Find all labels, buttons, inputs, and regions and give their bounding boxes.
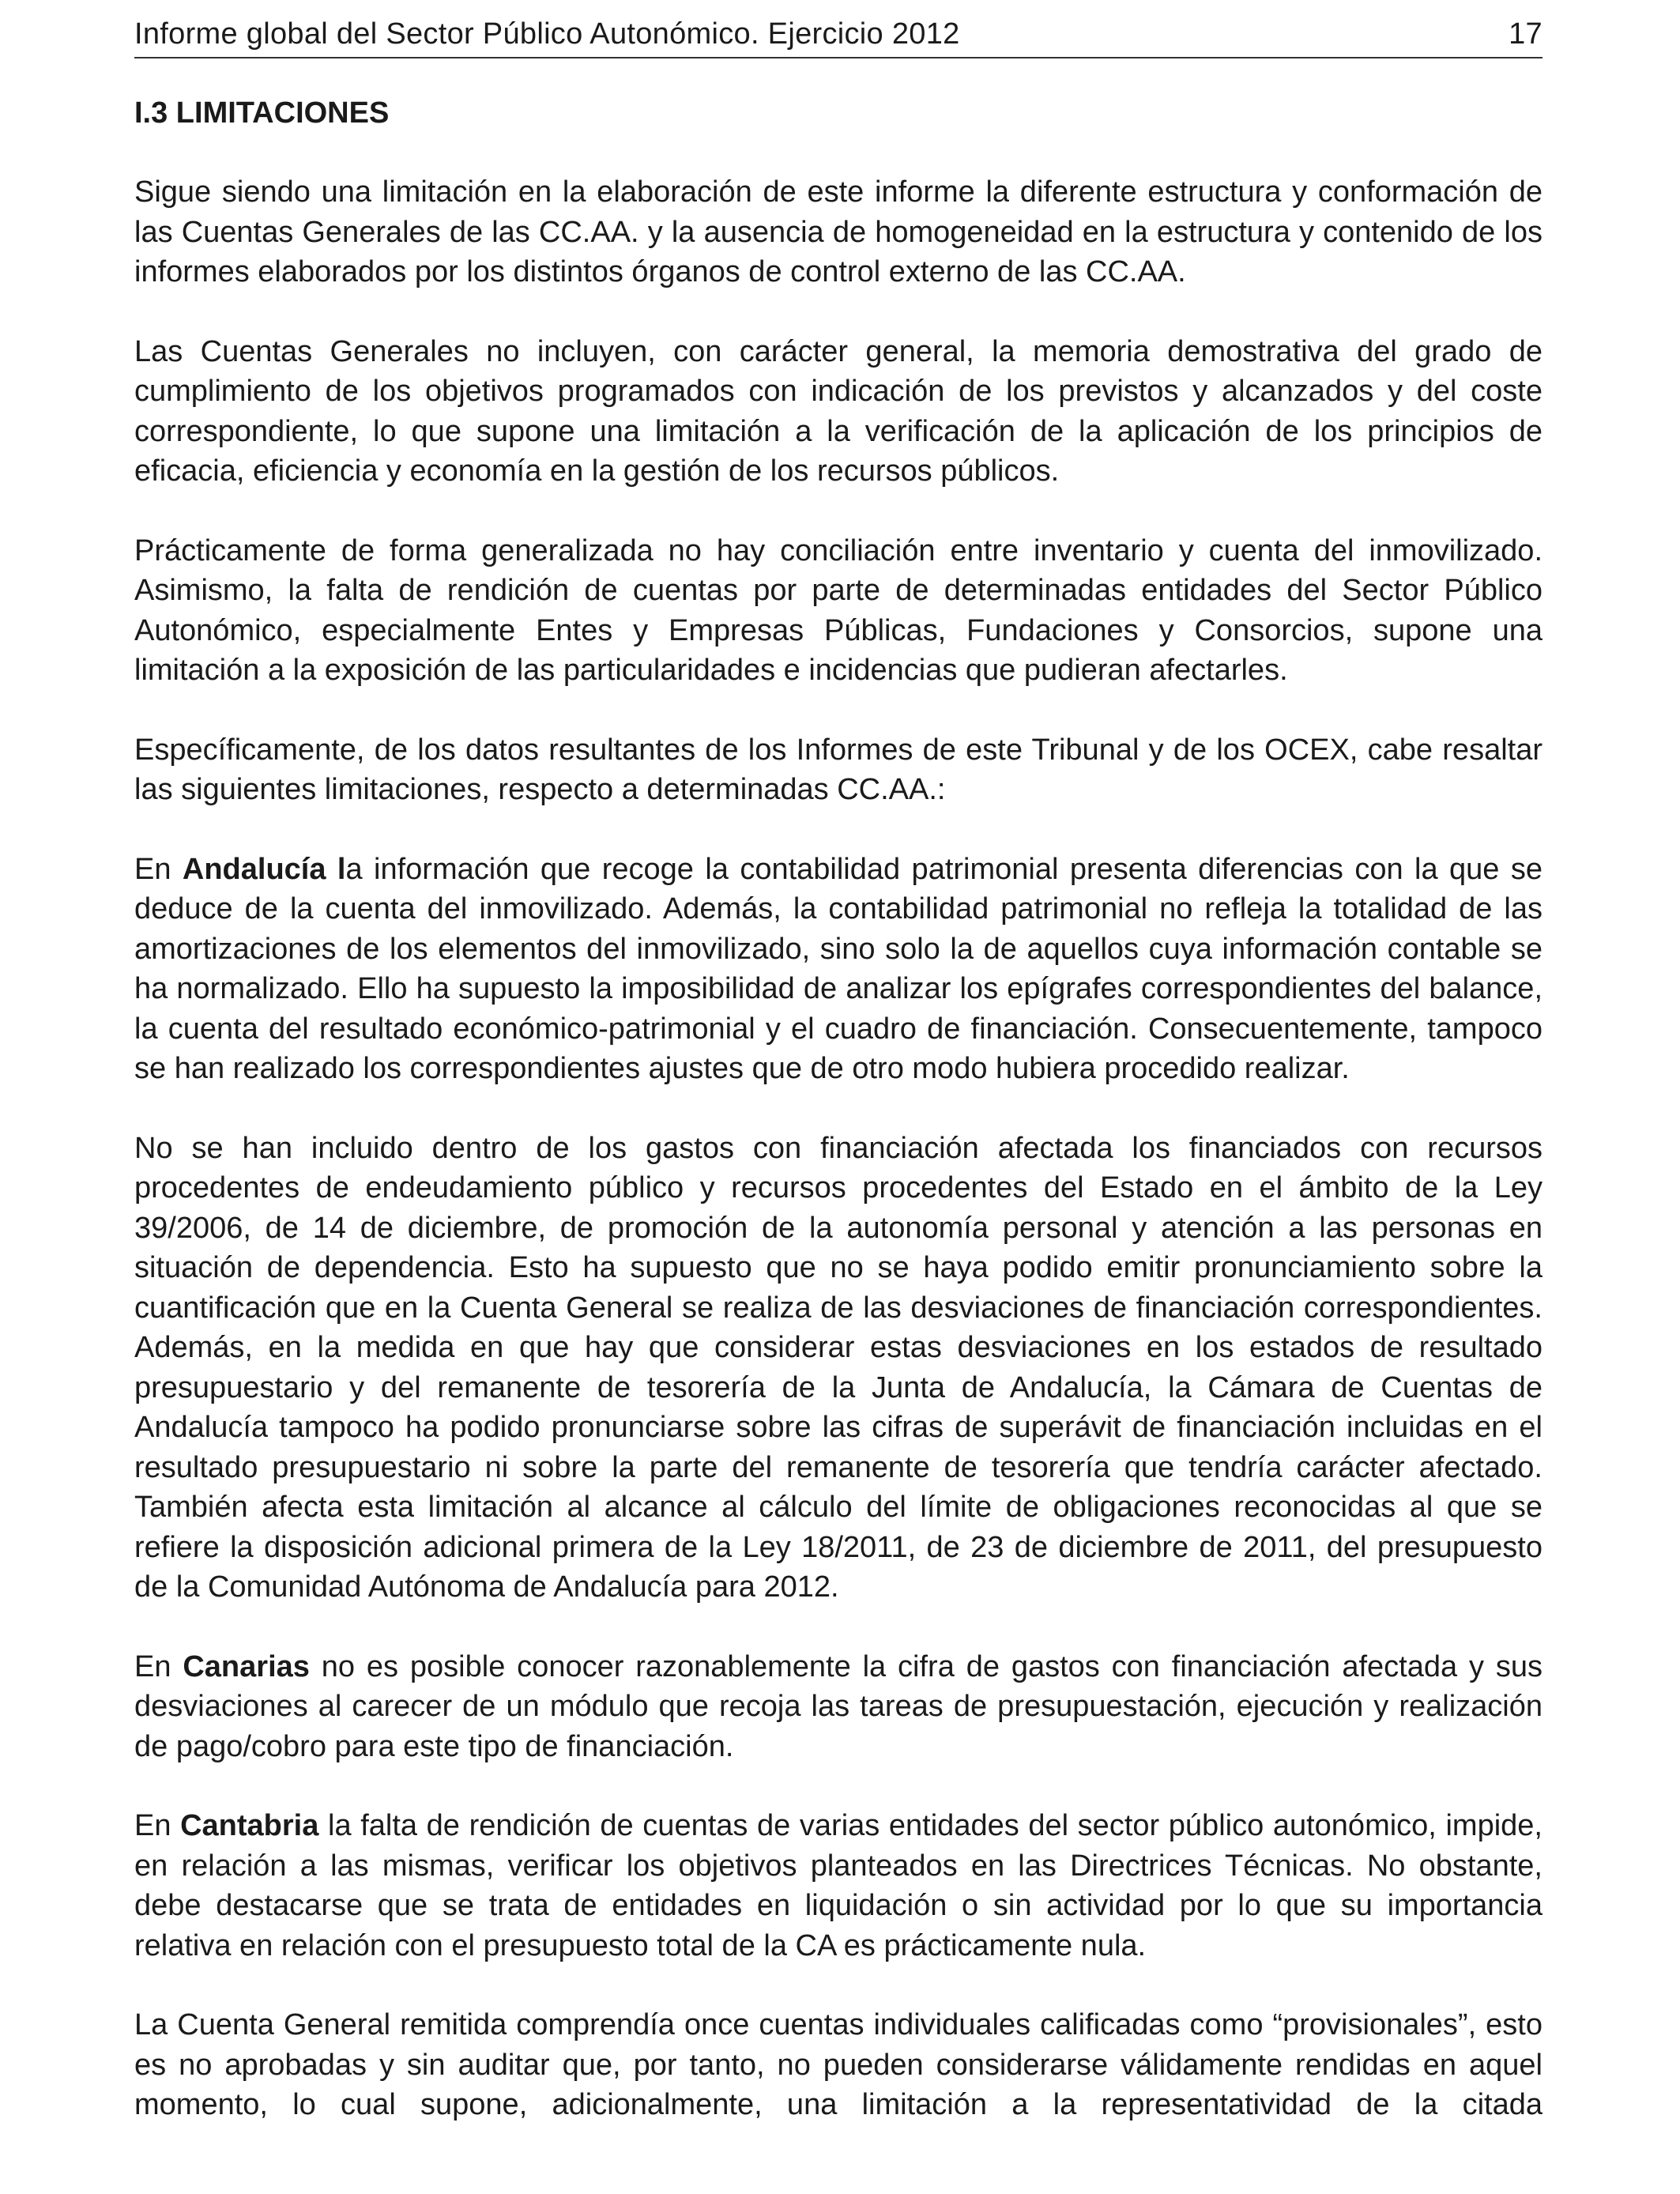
paragraph-text: Sigue siendo una limitación en la elaboración de este informe la diferente estructura y conformación de las Cuentas Generales de las CC.AA. y la ausencia de homogeneidad en la estructura y contenido de los informes elaborados por los distintos órganos de control externo de las CC.AA. bbox=[134, 175, 1543, 288]
document-body bbox=[134, 172, 1543, 2125]
paragraph-prefix: En bbox=[134, 1809, 181, 1842]
paragraph-text: Específicamente, de los datos resultantes de los Informes de este Tribunal y de los OCEX, cabe resaltar las siguientes limitaciones, respecto a determinadas CC.AA.: bbox=[134, 733, 1543, 806]
paragraph-canarias bbox=[134, 1647, 1543, 1767]
paragraph-text: a información que recoge la contabilidad patrimonial presenta diferencias con la que se deduce de la cuenta del inmovilizado. Además, la contabilidad patrimonial no refleja la totalidad de las amortizaciones de los elementos del inmovilizado, sino solo la de aquellos cuya información contable se ha normalizado. Ello ha supuesto la imposibilidad de analizar los epígrafes correspondientes del balance, la cuenta del resultado económico-patrimonial y el cuadro de financiación. Consecuentemente, tampoco se han realizado los correspondientes ajustes que de otro modo hubiera procedido realizar. bbox=[134, 852, 1543, 1085]
paragraph-text: Las Cuentas Generales no incluyen, con carácter general, la memoria demostrativa del grado de cumplimiento de los objetivos programados con indicación de los previstos y alcanzados y del coste correspondiente, lo que supone una limitación a la verificación de la aplicación de los principios de eficacia, eficiencia y economía en la gestión de los recursos públicos. bbox=[134, 334, 1543, 488]
paragraph-text: no es posible conocer razonablemente la cifra de gastos con financiación afectada y sus desviaciones al carecer de un módulo que recoja las tareas de presupuestación, ejecución y realización de pago/cobro para este tipo de financiación. bbox=[134, 1649, 1543, 1763]
paragraph bbox=[134, 332, 1543, 492]
page-number: 17 bbox=[1509, 17, 1543, 51]
paragraph-text: La Cuenta General remitida comprendía once cuentas individuales calificadas como “provisionales”, esto es no aprobadas y sin auditar que, por tanto, no pueden considerarse válidamente rendidas en aquel momento, lo cual supone, adicionalmente, una limitación a la representatividad de la citada bbox=[134, 2008, 1543, 2121]
page-header bbox=[134, 11, 1543, 58]
document-page bbox=[134, 0, 1543, 2194]
paragraph bbox=[134, 730, 1543, 810]
region-name: Andalucía l bbox=[182, 852, 346, 886]
paragraph bbox=[134, 172, 1543, 292]
paragraph-andalucia bbox=[134, 850, 1543, 1089]
section-heading: I.3 LIMITACIONES bbox=[134, 96, 390, 130]
paragraph bbox=[134, 1129, 1543, 1608]
paragraph-text: la falta de rendición de cuentas de varias entidades del sector público autonómico, impide, en relación a las mismas, verificar los objetivos planteados en las Directrices Técnicas. No obstante, debe destacarse que se trata de entidades en liquidación o sin actividad por lo que su importancia relativa en relación con el presupuesto total de la CA es prácticamente nula. bbox=[134, 1809, 1543, 1962]
paragraph bbox=[134, 2005, 1543, 2125]
region-name: Canarias bbox=[183, 1649, 310, 1683]
region-name: Cantabria bbox=[180, 1809, 319, 1842]
paragraph-text: No se han incluido dentro de los gastos con financiación afectada los financiados con recursos procedentes de endeudamiento público y recursos procedentes del Estado en el ámbito de la Ley 39/2006, de 14 de diciembre, de promoción de la autonomía personal y atención a las personas en situación de dependencia. Esto ha supuesto que no se haya podido emitir pronunciamiento sobre la cuantificación que en la Cuenta General se realiza de las desviaciones de financiación correspondientes. Además, en la medida en que hay que considerar estas desviaciones en los estados de resultado presupuestario y del remanente de tesorería de la Junta de Andalucía, la Cámara de Cuentas de Andalucía tampoco ha podido pronunciarse sobre las cifras de superávit de financiación incluidas en el resultado presupuestario ni sobre la parte del remanente de tesorería que tendría carácter afectado. También afecta esta limitación al alcance al cálculo del límite de obligaciones reconocidas al que se refiere la disposición adicional primera de la Ley 18/2011, de 23 de diciembre de 2011, del presupuesto de la Comunidad Autónoma de Andalucía para 2012. bbox=[134, 1131, 1543, 1604]
paragraph-text: Prácticamente de forma generalizada no hay conciliación entre inventario y cuenta del inmovilizado. Asimismo, la falta de rendición de cuentas por parte de determinadas entidades del Sector Público Autonómico, especialmente Entes y Empresas Públicas, Fundaciones y Consorcios, supone una limitación a la exposición de las particularidades e incidencias que pudieran afectarles. bbox=[134, 533, 1543, 687]
paragraph-cantabria bbox=[134, 1806, 1543, 1966]
header-title: Informe global del Sector Público Autonómico. Ejercicio 2012 bbox=[134, 17, 960, 51]
paragraph bbox=[134, 531, 1543, 691]
paragraph-prefix: En bbox=[134, 852, 183, 886]
paragraph-prefix: En bbox=[134, 1649, 183, 1683]
